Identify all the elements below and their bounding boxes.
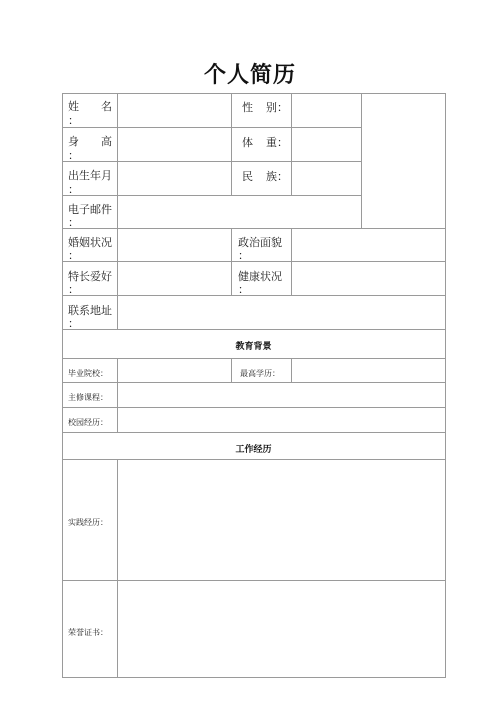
height-colon: ： xyxy=(68,149,79,162)
practice-label: 实践经历： xyxy=(68,518,108,527)
weight-label-char1: 体 xyxy=(242,136,253,149)
campus-label-cell xyxy=(62,408,118,433)
political-colon: ： xyxy=(238,249,249,262)
name-label-char2: 名 xyxy=(101,100,112,113)
height-label-char1: 身 xyxy=(68,135,79,148)
gender-label-cell xyxy=(232,93,292,128)
practice-label-cell xyxy=(62,460,118,581)
work-header-text: 工作经历 xyxy=(235,445,272,455)
marital-label: 婚姻状况 xyxy=(68,236,112,249)
hobby-colon: ： xyxy=(68,283,79,296)
campus-value-field[interactable] xyxy=(118,408,446,433)
education-header-text: 教育背景 xyxy=(235,342,272,352)
birth-colon: ： xyxy=(68,183,79,196)
email-colon: ： xyxy=(68,216,79,229)
marital-colon: ： xyxy=(68,249,79,262)
health-label-cell xyxy=(232,262,292,296)
address-label-cell xyxy=(62,296,118,330)
campus-label: 校园经历： xyxy=(68,418,108,427)
ethnic-label-char1: 民 xyxy=(242,170,253,183)
school-label: 毕业院校： xyxy=(68,369,108,378)
honors-label: 荣誉证书： xyxy=(68,628,108,637)
weight-label-char2: 重： xyxy=(266,136,288,149)
height-value-field[interactable] xyxy=(118,128,232,162)
name-label-cell xyxy=(62,93,118,128)
health-value-field[interactable] xyxy=(292,262,446,296)
gender-label-char2: 别： xyxy=(266,101,288,114)
page-title: 个人简历 xyxy=(203,62,296,88)
political-label: 政治面貌 xyxy=(238,236,282,249)
courses-value-field[interactable] xyxy=(118,383,446,408)
birth-label: 出生年月 xyxy=(68,169,112,182)
name-colon: ： xyxy=(68,114,79,127)
hobby-value-field[interactable] xyxy=(118,262,232,296)
marital-label-cell xyxy=(62,229,118,262)
honors-value-field[interactable] xyxy=(118,581,446,678)
birth-label-cell xyxy=(62,162,118,196)
degree-label-cell xyxy=(232,359,292,383)
school-label-cell xyxy=(62,359,118,383)
courses-label: 主修课程： xyxy=(68,393,108,402)
height-label-char2: 高 xyxy=(101,135,112,148)
honors-label-cell xyxy=(62,581,118,678)
weight-label-cell xyxy=(232,128,292,162)
ethnic-label-cell xyxy=(232,162,292,196)
work-section-header xyxy=(62,433,446,460)
hobby-label: 特长爱好 xyxy=(68,270,112,283)
birth-value-field[interactable] xyxy=(118,162,232,196)
education-section-header xyxy=(62,330,446,359)
school-value-field[interactable] xyxy=(118,359,232,383)
hobby-label-cell xyxy=(62,262,118,296)
gender-value-field[interactable] xyxy=(292,93,362,128)
health-label: 健康状况 xyxy=(238,270,282,283)
marital-value-field[interactable] xyxy=(118,229,232,262)
address-label: 联系地址 xyxy=(68,304,112,317)
address-colon: ： xyxy=(68,317,79,330)
practice-value-field[interactable] xyxy=(118,460,446,581)
degree-label: 最高学历： xyxy=(240,369,280,378)
health-colon: ： xyxy=(238,283,249,296)
gender-label-char1: 性 xyxy=(242,101,253,114)
political-label-cell xyxy=(232,229,292,262)
courses-label-cell xyxy=(62,383,118,408)
email-label: 电子邮件 xyxy=(68,203,112,216)
email-label-cell xyxy=(62,196,118,229)
photo-box[interactable] xyxy=(362,93,446,229)
email-value-field[interactable] xyxy=(118,196,362,229)
address-value-field[interactable] xyxy=(118,296,446,330)
name-label-char1: 姓 xyxy=(68,100,79,113)
degree-value-field[interactable] xyxy=(292,359,446,383)
ethnic-label-char2: 族： xyxy=(266,170,288,183)
weight-value-field[interactable] xyxy=(292,128,362,162)
height-label-cell xyxy=(62,128,118,162)
political-value-field[interactable] xyxy=(292,229,446,262)
ethnic-value-field[interactable] xyxy=(292,162,362,196)
name-value-field[interactable] xyxy=(118,93,232,128)
